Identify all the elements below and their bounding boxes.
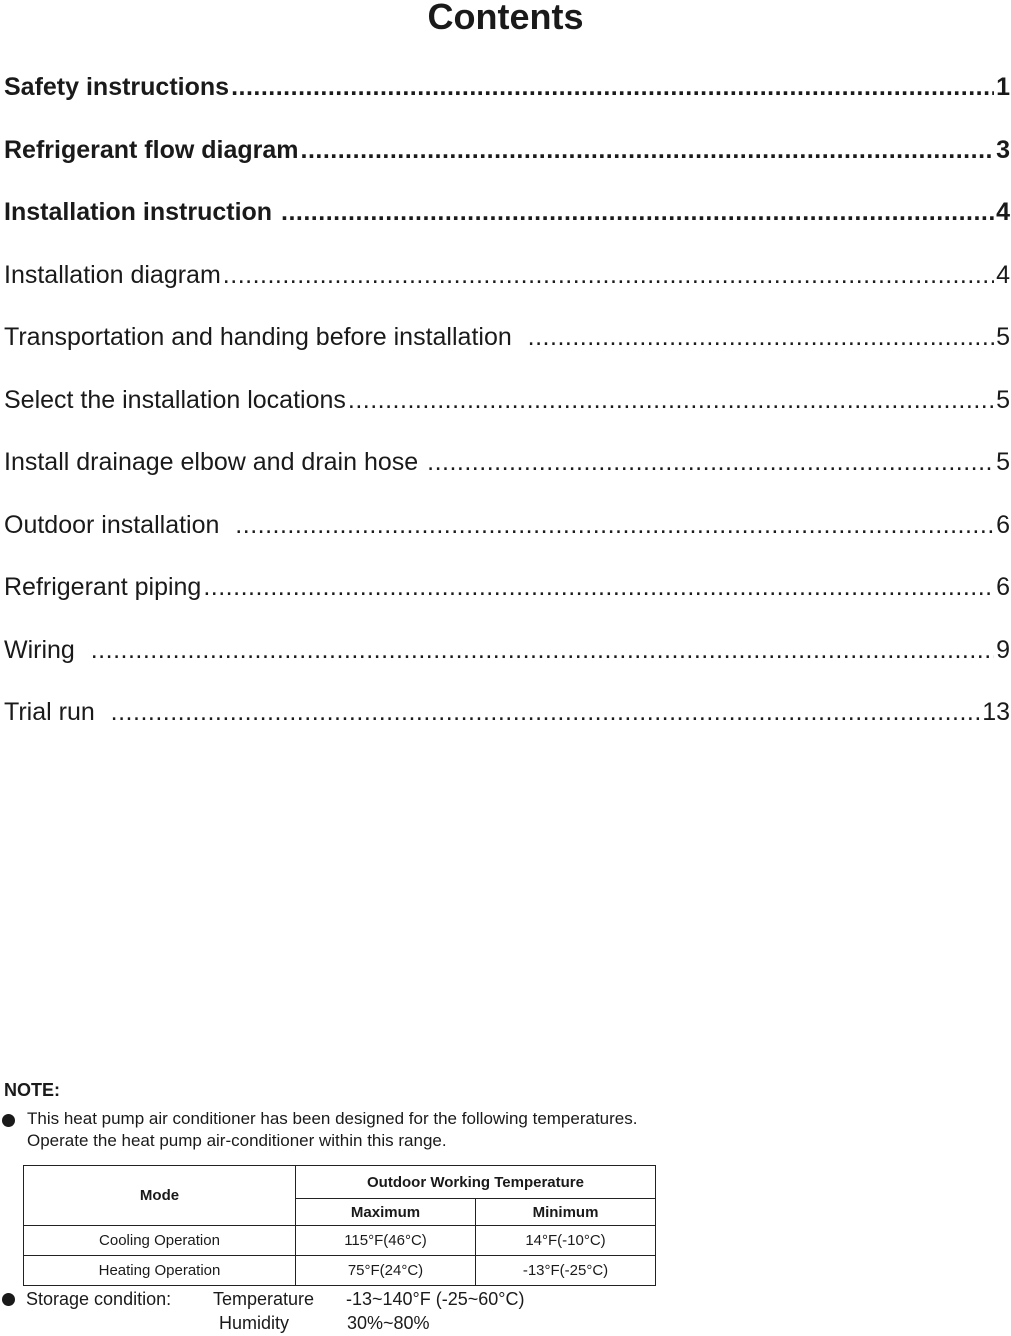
temperature-table [23,1165,656,1286]
outdoor-temp-header: Outdoor Working Temperature [296,1166,656,1199]
max-cell: 75°F(24°C) [296,1256,476,1286]
toc-entry-label: Installation diagram [4,261,221,289]
toc-entry-page: 5 [996,386,1010,414]
min-cell: 14°F(-10°C) [476,1226,656,1256]
toc-entry-page: 6 [996,573,1010,601]
toc-leader-dots [348,385,994,415]
toc-entry-page: 4 [996,261,1010,289]
storage-temp-label: Temperature [213,1289,315,1309]
bullet-icon [2,1114,15,1127]
storage-humidity-label: Humidity [219,1313,290,1333]
toc-leader-dots [301,135,995,165]
note-line-1: This heat pump air conditioner has been designed for the following temperatures. [27,1109,638,1128]
toc-leader-dots [281,197,994,227]
toc-entry-wiring[interactable] [4,633,1010,665]
table-row [24,1226,656,1256]
toc-entry-label: Install drainage elbow and drain hose [4,448,426,476]
toc-entry-installation-diagram[interactable] [4,258,1010,290]
toc-entry-drainage-elbow[interactable] [4,445,1010,477]
toc-entry-refrigerant-piping[interactable] [4,570,1010,602]
mode-cell: Heating Operation [24,1256,296,1286]
storage-temp-value: -13~140°F (-25~60°C) [346,1289,525,1309]
min-cell: -13°F(-25°C) [476,1256,656,1286]
toc-entry-outdoor-installation[interactable] [4,508,1010,540]
toc-entry-label: Refrigerant piping [4,573,202,601]
toc-entry-page: 3 [996,136,1010,164]
toc-entry-safety-instructions[interactable] [4,70,1010,102]
toc-leader-dots [231,72,994,102]
page-title: Contents [427,0,584,37]
toc-entry-refrigerant-flow-diagram[interactable] [4,133,1010,165]
max-cell: 115°F(46°C) [296,1226,476,1256]
maximum-header: Maximum [296,1199,476,1226]
toc-leader-dots [528,322,994,352]
toc-entry-label: Installation instruction [4,198,280,226]
toc-leader-dots [223,260,994,290]
toc-leader-dots [203,572,994,602]
toc-entry-label: Safety instructions [4,73,230,101]
storage-humidity-value: 30%~80% [347,1313,430,1333]
toc-entry-page: 1 [996,73,1010,101]
toc-entry-label: Wiring [4,636,89,664]
table-row [24,1256,656,1286]
toc-leader-dots [235,510,994,540]
toc-leader-dots [427,447,994,477]
note-line-2: Operate the heat pump air-conditioner within this range. [27,1131,447,1150]
toc-entry-installation-instruction[interactable] [4,195,1010,227]
toc-entry-label: Select the installation locations [4,386,346,414]
toc-entry-label: Refrigerant flow diagram [4,136,299,164]
toc-leader-dots [91,635,994,665]
mode-header: Mode [24,1166,296,1226]
minimum-header: Minimum [476,1199,656,1226]
toc-entry-label: Transportation and handing before installation [4,323,526,351]
toc-entry-select-locations[interactable] [4,383,1010,415]
toc-entry-trial-run[interactable] [4,695,1010,727]
note-title: NOTE: [4,1080,60,1100]
toc-entry-page: 9 [996,636,1010,664]
bullet-icon [2,1293,15,1306]
toc-leader-dots [111,697,981,727]
toc-entry-page: 5 [996,448,1010,476]
toc-entry-page: 5 [996,323,1010,351]
toc-entry-page: 13 [982,698,1010,726]
storage-label: Storage condition: [26,1289,172,1309]
toc-entry-label: Trial run [4,698,109,726]
toc-entry-transportation[interactable] [4,320,1010,352]
toc-entry-page: 4 [996,198,1010,226]
mode-cell: Cooling Operation [24,1226,296,1256]
toc-entry-page: 6 [996,511,1010,539]
toc-entry-label: Outdoor installation [4,511,234,539]
